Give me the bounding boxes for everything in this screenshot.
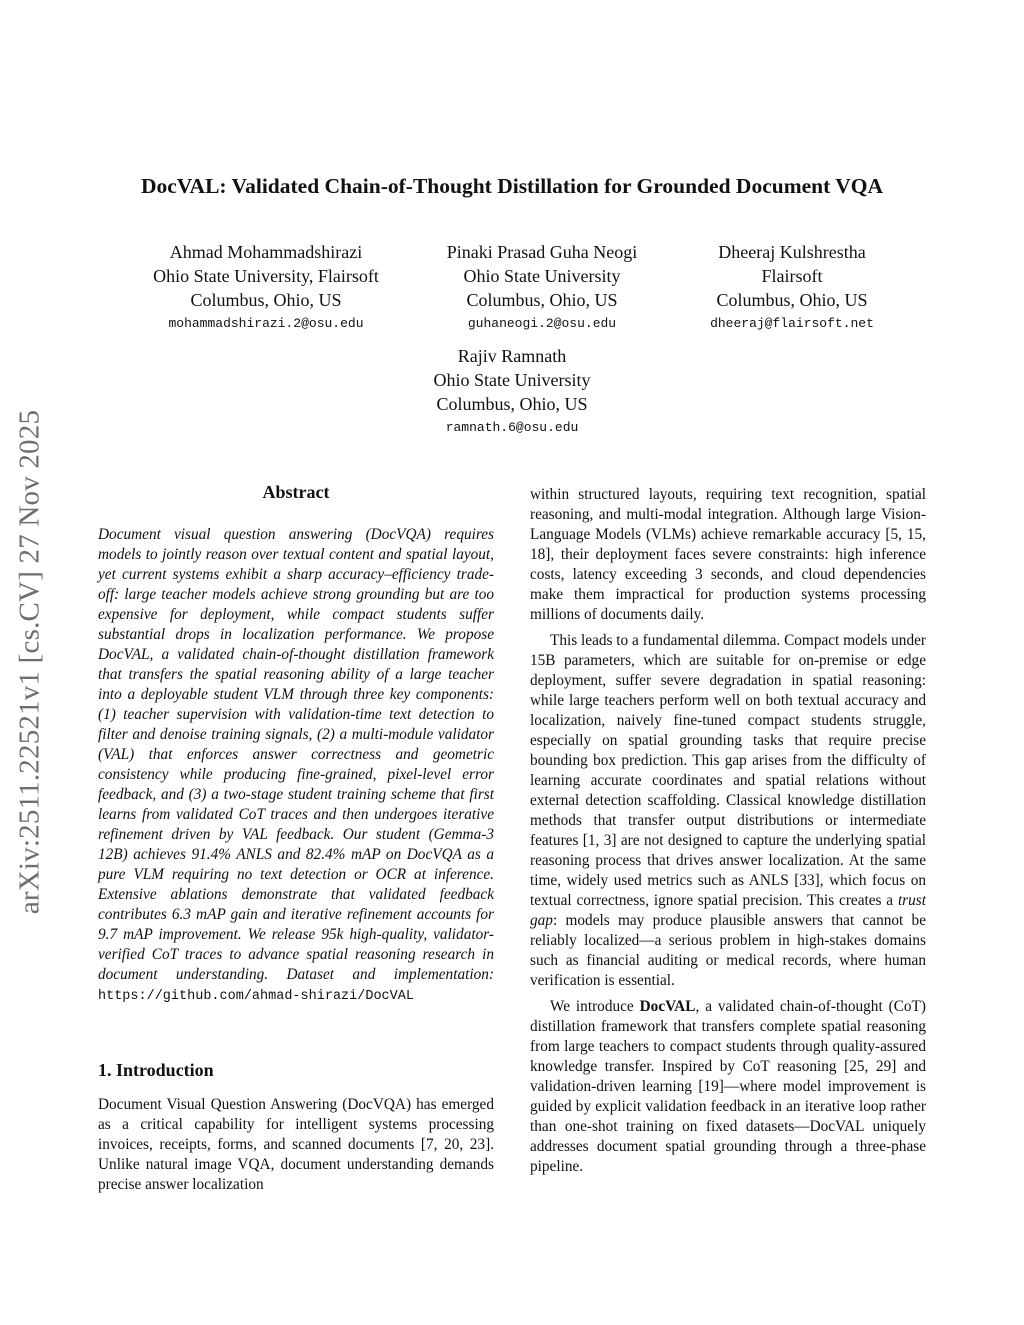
arxiv-sidebar	[4, 365, 56, 960]
emphasis-text: trust gap	[530, 892, 926, 929]
paragraph-text: This leads to a fundamental dilemma. Compact models under 15B parameters, which are suitable for on-premise or edge deployment, suffer severe degradation in spatial reasoning: while large teachers perform well on both textual accuracy and localization, naively fine-tuned compact students struggle, especially on spatial grounding tasks that require precise bounding box prediction. This gap arises from the difficulty of learning accurate coordinates and spatial relations without external detection scaffolding. Classical knowledge distillation methods that transfer output distributions or intermediate features [1, 3] are not designed to capture the underlying spatial reasoning process that drives answer localization. At the same time, widely used metrics such as ANLS [33], which focus on textual correctness, ignore spatial precision. This creates a	[530, 632, 926, 909]
author-email: ramnath.6@osu.edu	[445, 420, 579, 435]
section-heading-introduction: 1. Introduction	[98, 1060, 214, 1080]
author-affiliation: Ohio State University	[463, 266, 621, 286]
author-location: Columbus, Ohio, US	[466, 290, 618, 310]
author-block	[120, 240, 412, 334]
author-block	[382, 344, 642, 438]
abstract-body	[98, 525, 494, 1007]
abstract-text: Document visual question answering (DocVQA) requires models to jointly reason over textual content and spatial layout, yet current systems exhibit a sharp accuracy–efficiency trade-off: large teacher models achieve strong grounding but are too expensive for deployment, while compact students suffer substantial drops in localization performance. We propose DocVAL, a validated chain-of-thought distillation framework that transfers the spatial reasoning ability of a large teacher into a deployable student VLM through three key components: (1) teacher supervision with validation-time text detection to filter and denoise training signals, (2) a multi-module validator (VAL) that enforces answer correctness and geometric consistency while producing fine-grained, pixel-level error feedback, and (3) a two-stage student training scheme that first learns from validated CoT traces and then undergoes iterative refinement driven by VAL feedback. Our student (Gemma-3 12B) achieves 91.4% ANLS and 82.4% mAP on DocVQA as a pure VLM requiring no text detection or OCR at inference. Extensive ablations demonstrate that validated feedback contributes 6.3 mAP gain and iterative refinement accounts for 9.7 mAP improvement. We release 95k high-quality, validator-verified CoT traces to advance spatial reasoning research in document understanding. Dataset and implementation:	[98, 526, 494, 983]
author-block	[672, 240, 912, 334]
author-name: Pinaki Prasad Guha Neogi	[446, 242, 638, 262]
repository-link[interactable]: https://github.com/ahmad-shirazi/DocVAL	[98, 989, 414, 1004]
paper-title: DocVAL: Validated Chain-of-Thought Distillation for Grounded Document VQA	[140, 174, 884, 198]
arxiv-identifier: arXiv:2511.22521v1 [cs.CV] 27 Nov 2025	[13, 409, 46, 915]
paragraph-contribution	[530, 997, 926, 1177]
author-affiliation: Ohio State University	[433, 370, 591, 390]
author-email: guhaneogi.2@osu.edu	[467, 316, 617, 331]
paragraph-text: , a validated chain-of-thought (CoT) distillation framework that transfers complete spatial reasoning from large teachers to compact students through quality-assured knowledge transfer. Inspired by CoT reasoning [25, 29] and validation-driven learning [19]—where model improvement is guided by explicit validation feedback in an iterative loop rather than one-shot training on fixed datasets—DocVAL uniquely addresses document spatial grounding through a three-phase pipeline.	[530, 998, 926, 1175]
author-affiliation: Ohio State University, Flairsoft	[153, 266, 379, 286]
author-block	[412, 240, 672, 334]
bold-text: DocVAL	[639, 998, 696, 1015]
author-name: Rajiv Ramnath	[457, 346, 567, 366]
author-name: Ahmad Mohammadshirazi	[169, 242, 363, 262]
author-location: Columbus, Ohio, US	[716, 290, 868, 310]
paragraph-text: : models may produce plausible answers that cannot be reliably localized—a serious problem in high-stakes domains such as financial auditing or medical records, where human verification is essential.	[530, 912, 926, 989]
author-email: dheeraj@flairsoft.net	[710, 316, 874, 331]
paragraph-text: We introduce	[550, 998, 640, 1015]
right-column	[530, 485, 926, 1183]
author-name: Dheeraj Kulshrestha	[718, 242, 866, 262]
author-location: Columbus, Ohio, US	[436, 394, 588, 414]
author-affiliation: Flairsoft	[761, 266, 823, 286]
introduction-paragraph: Document Visual Question Answering (DocVQA) has emerged as a critical capability for intelligent systems processing invoices, receipts, forms, and scanned documents [7, 20, 23]. Unlike natural image VQA, document understanding demands precise answer localization	[98, 1096, 494, 1193]
abstract-heading: Abstract	[262, 482, 330, 502]
author-email: mohammadshirazi.2@osu.edu	[168, 316, 364, 331]
paragraph-continuation: within structured layouts, requiring text recognition, spatial reasoning, and multi-modal integration. Although large Vision-Language Models (VLMs) achieve remarkable accuracy [5, 15, 18], their deployment faces severe constraints: high inference costs, latency exceeding 3 seconds, and cloud dependencies make them impractical for production systems processing millions of documents daily.	[530, 486, 926, 623]
author-location: Columbus, Ohio, US	[190, 290, 342, 310]
paragraph-dilemma	[530, 631, 926, 991]
